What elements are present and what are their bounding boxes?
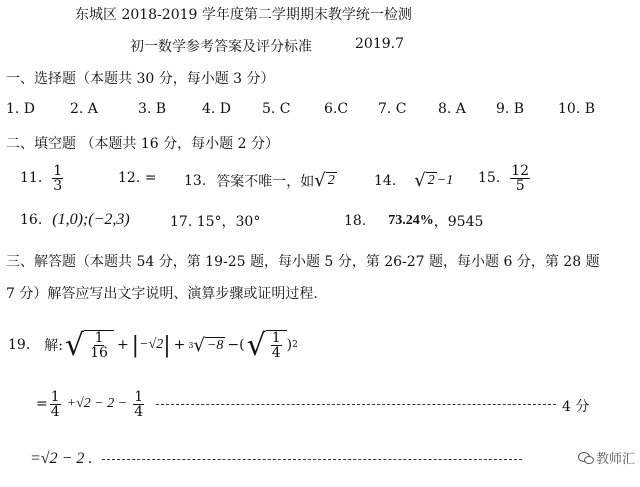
q13-answer [184,170,337,191]
q19-frac1 [89,331,109,360]
choice-answer: 9. B [496,101,525,117]
section3-heading-line1: 三、解答题（本题共 54 分，第 19-25 题，每小题 5 分，第 26-27 题，每小题 6 分，第 28 题 [6,254,600,270]
q13-number: 13. [184,172,207,189]
q16-answer [20,211,130,229]
q19-sqrt2 [266,330,287,360]
square-exponent: 2 [292,340,298,350]
sqrt-symbol: √ [314,170,326,191]
q11-numerator: 1 [53,162,63,179]
choice-answer: 6.C [324,101,349,117]
q19-jie: 解: [44,338,63,354]
q11-number: 11. [20,170,43,186]
q11-fraction [52,164,63,193]
q19-cube-inner: −8 [206,337,224,353]
q19-frac1-den: 16 [90,345,108,361]
q15-fraction [510,164,530,193]
subtitle-text: 初一数学参考答案及评分标准 [130,39,312,55]
q19-frac1-num: 1 [94,330,104,346]
q19-abs-inner: −√2 [139,337,164,352]
cbrt-symbol: √ [193,334,205,356]
q15-answer [478,158,532,198]
watermark-text: 教师汇 [596,452,636,467]
q14-rest: −1 [436,172,454,188]
cube-index: 3 [188,340,194,350]
document-title: 东城区 2018-2019 学年度第二学期期末教学统一检测 [75,7,412,23]
q19-step1 [36,384,556,424]
plus-sign: + [173,337,186,353]
sqrt-symbol: √ [64,327,85,363]
q18-rest: ，9545 [433,214,484,230]
choice-answer: 3. B [138,101,167,117]
q19-step1-frac-b [133,390,144,419]
q16-number: 16. [20,212,43,228]
choice-answer: 10. B [558,101,596,117]
q19-step1-mid: +√2 − 2 − [66,396,128,411]
q14-radicand: 2 [427,173,435,188]
section3-heading-line2: 7 分）解答应写出文字说明、演算步骤或证明过程. [6,286,318,302]
q19-sqrt1 [84,330,114,360]
q19-frac2-den: 4 [271,345,281,361]
step1-frac-b-den: 4 [134,403,144,420]
choice-answer: 2. A [70,101,98,117]
step1-frac-b-num: 1 [134,388,144,405]
q14-number: 14. [374,172,397,189]
close-paren: ) [286,337,293,353]
q19-score: 4 分 [562,399,590,415]
wechat-icon [578,451,594,465]
choice-answer: 4. D [202,101,232,117]
sqrt-symbol: √ [414,170,426,191]
dashed-leader [156,404,556,405]
q18-answer [344,211,483,231]
document-date: 2019.7 [355,36,404,52]
step1-frac-a-num: 1 [50,388,60,405]
document-subtitle [130,36,312,56]
q19-step2 [30,450,522,468]
abs-bar-right: | [163,332,171,358]
abs-bar-left: | [131,332,140,358]
q18-percent: 73.24% [388,213,434,228]
choice-answer: 7. C [378,101,407,117]
section2-heading: 二、填空题 （本题共 16 分，每小题 2 分） [6,136,279,152]
q14-answer [374,170,453,191]
q11-answer [20,158,65,198]
q15-denominator: 5 [515,177,525,194]
sqrt-symbol: √ [246,327,266,363]
watermark [578,448,635,467]
q11-denominator: 3 [53,177,63,194]
q15-number: 15. [478,170,501,186]
q15-numerator: 12 [511,162,530,179]
q19-problem [8,318,298,372]
q17-answer: 17. 15°，30° [170,214,261,230]
minus-sign: −( [227,337,245,353]
choice-answer: 5. C [262,101,291,117]
q19-number: 19. [8,337,31,353]
q19-frac2-num: 1 [271,330,281,346]
plus-sign: + [116,337,129,353]
choice-answer: 1. D [6,101,36,117]
q19-frac2 [271,331,282,360]
q19-step2-expr: =√2 − 2 . [30,450,93,467]
dashed-leader [102,459,522,460]
q19-step1-frac-a [50,390,61,419]
q12-answer: 12. = [118,170,157,186]
equals-sign: = [36,396,48,412]
q13-radicand: 2 [327,173,335,188]
q18-number: 18. [344,213,367,229]
step1-frac-a-den: 4 [50,403,60,420]
section1-heading: 一、选择题（本题共 30 分，每小题 3 分） [6,71,275,87]
q16-coordinates: (1,0);(−2,3) [52,211,130,228]
q13-text: 答案不唯一，如 [216,173,315,190]
choice-answer: 8. A [438,101,466,117]
